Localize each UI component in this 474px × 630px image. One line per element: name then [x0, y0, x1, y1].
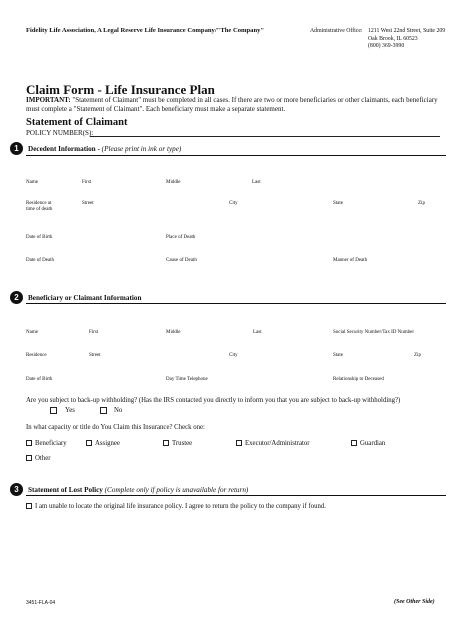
form-title: Claim Form - Life Insurance Plan: [26, 82, 215, 97]
claimant-middle-label: Middle: [166, 330, 181, 335]
capacity-question: In what capacity or title do You Claim this Insurance? Check one:: [26, 424, 205, 431]
lost-policy-checkbox[interactable]: I am unable to locate the original life insurance policy. I agree to return the policy to the company if found.: [26, 503, 326, 510]
decedent-zip-label: Zip: [418, 201, 425, 206]
form-code: 3451-FLA-04: [26, 600, 56, 606]
backup-withholding-question: Are you subject to back-up withholding? (Has the IRS contacted you directly to inform you that you are subject to back-up withholding?): [26, 397, 401, 404]
decedent-street-label: Street: [82, 201, 94, 206]
section3-note: (Complete only if policy is unavailable for return): [104, 486, 249, 494]
decedent-dob-label: Date of Birth: [26, 235, 53, 240]
company-name: Fidelity Life Association, A Legal Reserve Life Insurance Company/"The Company": [26, 27, 265, 34]
claimant-city-label: City: [229, 353, 238, 358]
section1-title-text: Decedent Information -: [28, 145, 102, 153]
section1-rule: [26, 155, 446, 156]
backup-yes-checkbox[interactable]: [50, 407, 57, 414]
see-other-side: (See Other Side): [394, 599, 435, 605]
section3-number-badge: 3: [10, 483, 23, 496]
section1-note: (Please print in ink or type): [101, 145, 182, 153]
decedent-dod-label: Date of Death: [26, 258, 55, 263]
important-label: IMPORTANT:: [26, 96, 71, 104]
section1-title: [28, 145, 181, 153]
capacity-other-checkbox[interactable]: Other: [26, 455, 50, 462]
capacity-assignee-checkbox[interactable]: Assignee: [86, 440, 120, 447]
decedent-state-label: State: [333, 201, 343, 206]
decedent-cause-of-death-label: Cause of Death: [166, 258, 197, 263]
admin-address-line1: 1211 West 22nd Street, Suite 209: [368, 28, 446, 34]
statement-heading: Statement of Claimant: [26, 117, 128, 128]
admin-address: [368, 28, 445, 51]
decedent-middle-label: Middle: [166, 180, 181, 185]
section1-number-badge: 1: [10, 142, 23, 155]
decedent-first-label: First: [82, 180, 92, 185]
admin-phone: (800) 369-3990: [368, 43, 405, 50]
capacity-trustee-checkbox[interactable]: Trustee: [163, 440, 192, 447]
backup-no-label: No: [114, 407, 123, 414]
backup-yes-label: Yes: [65, 407, 75, 414]
capacity-beneficiary-checkbox[interactable]: Beneficiary: [26, 440, 67, 447]
decedent-residence-line2: time of death: [26, 207, 53, 212]
decedent-name-label: Name: [26, 180, 38, 185]
claimant-zip-label: Zip: [414, 353, 421, 358]
important-notice: [26, 96, 446, 114]
admin-office-label: Administrative Office:: [310, 28, 363, 34]
claimant-ssn-label: Social Security Number/Tax ID Number: [333, 330, 415, 335]
backup-no-checkbox[interactable]: [100, 407, 107, 414]
claimant-dob-label: Date of Birth: [26, 377, 53, 382]
important-text: "Statement of Claimant" must be completed in all cases. If there are two or more beneficiaries or other claimants, each beneficiary must complete a "Statement of Claimant". Each beneficiary must make a separate statement.: [26, 96, 438, 113]
claimant-state-label: State: [333, 353, 343, 358]
capacity-guardian-checkbox[interactable]: Guardian: [351, 440, 385, 447]
claimant-last-label: Last: [253, 330, 262, 335]
section3-rule: [26, 495, 446, 496]
claimant-first-label: First: [89, 330, 99, 335]
policy-number-label: POLICY NUMBER(S):: [26, 129, 94, 137]
section3-title: [28, 486, 248, 494]
claimant-street-label: Street: [89, 353, 101, 358]
claimant-phone-label: Day Time Telephone: [166, 377, 208, 382]
section2-title: Beneficiary or Claimant Information: [28, 294, 142, 302]
admin-address-line2: Oak Brook, IL 60523: [368, 35, 418, 42]
section2-rule: [26, 303, 446, 304]
section3-title-text: Statement of Lost Policy: [28, 486, 105, 494]
claimant-name-label: Name: [26, 330, 38, 335]
decedent-residence-label: [26, 201, 52, 213]
decedent-city-label: City: [229, 201, 238, 206]
decedent-residence-line1: Residence at: [26, 201, 52, 206]
decedent-manner-of-death-label: Manner of Death: [333, 258, 368, 263]
policy-number-field[interactable]: [90, 136, 440, 137]
decedent-last-label: Last: [252, 180, 261, 185]
capacity-executor-checkbox[interactable]: Executor/Administrator: [236, 440, 310, 447]
decedent-place-of-death-label: Place of Death: [166, 235, 196, 240]
claimant-relationship-label: Relationship to Deceased: [333, 377, 384, 382]
section2-number-badge: 2: [10, 291, 23, 304]
claimant-residence-label: Residence: [26, 353, 47, 358]
